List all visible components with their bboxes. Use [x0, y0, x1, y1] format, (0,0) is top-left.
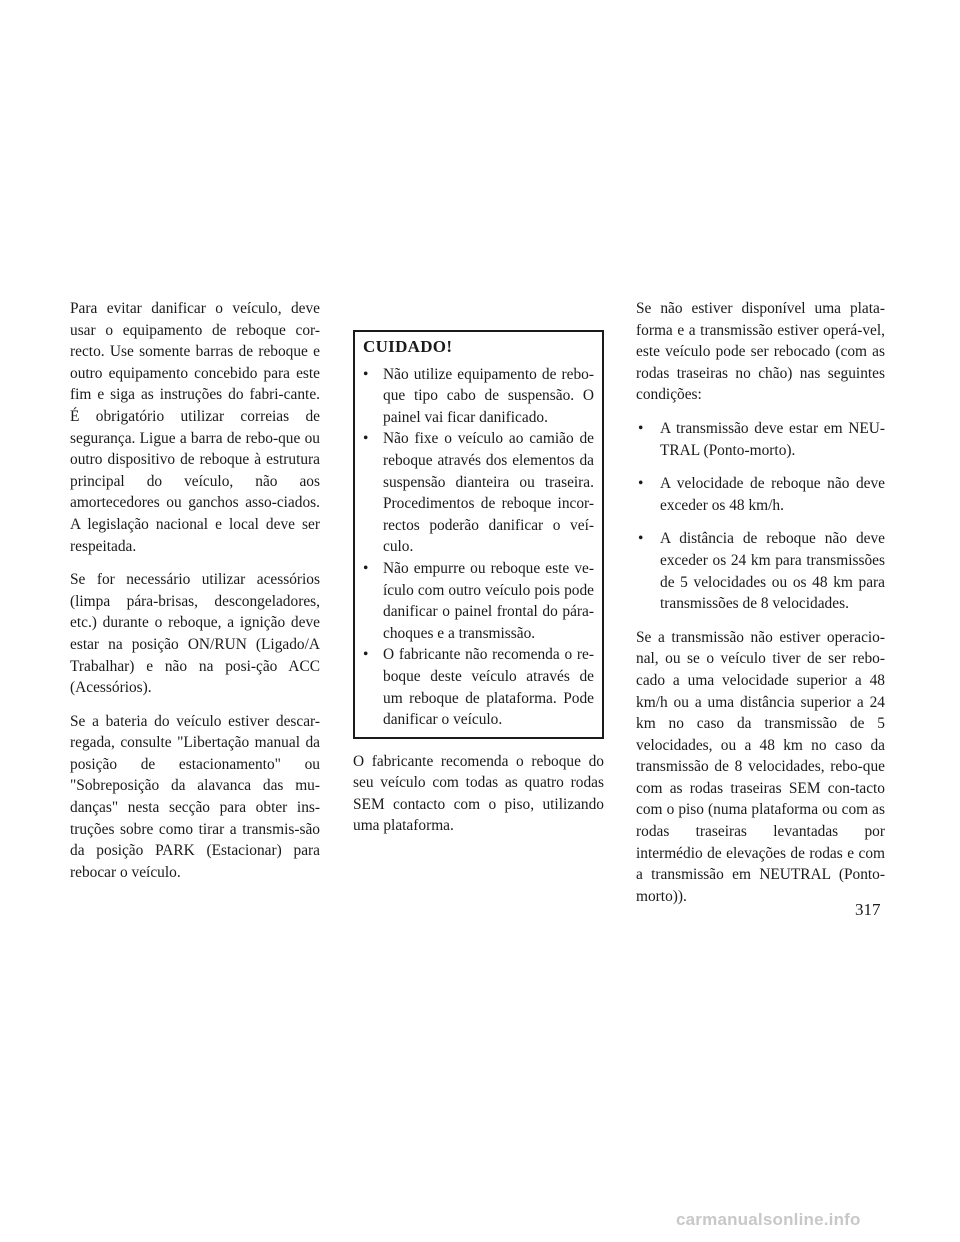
watermark: carmanualsonline.info — [676, 1210, 861, 1229]
paragraph-towing-equipment: Para evitar danificar o veículo, deve usar o equipamento de reboque cor-recto. Use somente barras de reboque e outro equipamento concebido para este fim e siga as instruções do fabri-cante. É obrigatório utilizar correias de segurança. Ligue a barra de rebo-que ou outro dispositivo de reboque à estrutura principal do veículo, não aos amortecedores ou ganchos asso-ciados. A legislação nacional e local deve ser respeitada. — [70, 300, 320, 555]
page-number: 317 — [855, 900, 881, 919]
caution-item: • Não fixe o veículo ao camião de reboque através dos elementos da suspensão dianteira ou traseira. Procedimentos de reboque incor-rectos poderão danificar o veí-culo. — [363, 428, 594, 558]
paragraph-flatbed-recommendation: O fabricante recomenda o reboque do seu veículo com todas as quatro rodas SEM contacto com o piso, utilizando uma plataforma. — [353, 752, 604, 835]
paragraph-accessories-ignition: Se for necessário utilizar acessórios (limpa pára-brisas, descongeladores, etc.) durante o reboque, a ignição deve estar na posição ON/RUN (Ligado/A Trabalhar) e não na posi-ção ACC (Acessórios). — [70, 571, 320, 697]
towing-condition-item: • A transmissão deve estar em NEU-TRAL (Ponto-morto). — [636, 418, 885, 461]
caution-item: • O fabricante não recomenda o re-boque deste veículo através de um reboque de plataforma. Pode danificar o veículo. — [363, 644, 594, 730]
caution-box — [353, 330, 604, 739]
column-middle — [353, 298, 604, 849]
towing-condition-item: • A velocidade de reboque não deve exceder os 48 km/h. — [636, 473, 885, 516]
towing-condition-item: • A distância de reboque não deve exceder os 24 km para transmissões de 5 velocidades ou os 48 km para transmissões de 8 velocidades. — [636, 528, 885, 614]
paragraph-battery-discharged: Se a bateria do veículo estiver descar-regada, consulte "Libertação manual da posição de estacionamento" ou "Sobreposição da alavanca das mu-danças" nesta secção para obter ins-truções sobre como tirar a transmis-são da posição PARK (Estacionar) para rebocar o veículo. — [70, 712, 320, 881]
paragraph-towing-conditions-intro: Se não estiver disponível uma plata-forma e a transmissão estiver operá-vel, este veículo pode ser rebocado (com as rodas traseiras no chão) nas seguintes condições: — [636, 300, 885, 404]
caution-title: CUIDADO! — [363, 337, 453, 356]
caution-item: • Não empurre ou reboque este ve-ículo com outro veículo pois pode danificar o painel frontal do pára-choques e a transmissão. — [363, 558, 594, 644]
column-right — [636, 298, 885, 919]
column-left — [70, 298, 320, 895]
caution-list — [363, 364, 594, 731]
caution-item: • Não utilize equipamento de rebo-que tipo cabo de suspensão. O painel vai ficar danificado. — [363, 364, 594, 429]
towing-conditions-list — [636, 418, 885, 615]
paragraph-transmission-inoperable: Se a transmissão não estiver operacio-nal, ou se o veículo tiver de ser rebo-cado a uma velocidade superior a 48 km/h ou a uma distância superior a 24 km no caso da transmissão de 5 velocidades, ou a 48 km no caso da transmissão de 8 velocidades, rebo-que com as rodas traseiras SEM con-tacto com o piso (numa plataforma ou com as rodas traseiras levantadas por intermédio de elevações de rodas e com a transmissão em NEUTRAL (Ponto-morto)). — [636, 628, 885, 905]
